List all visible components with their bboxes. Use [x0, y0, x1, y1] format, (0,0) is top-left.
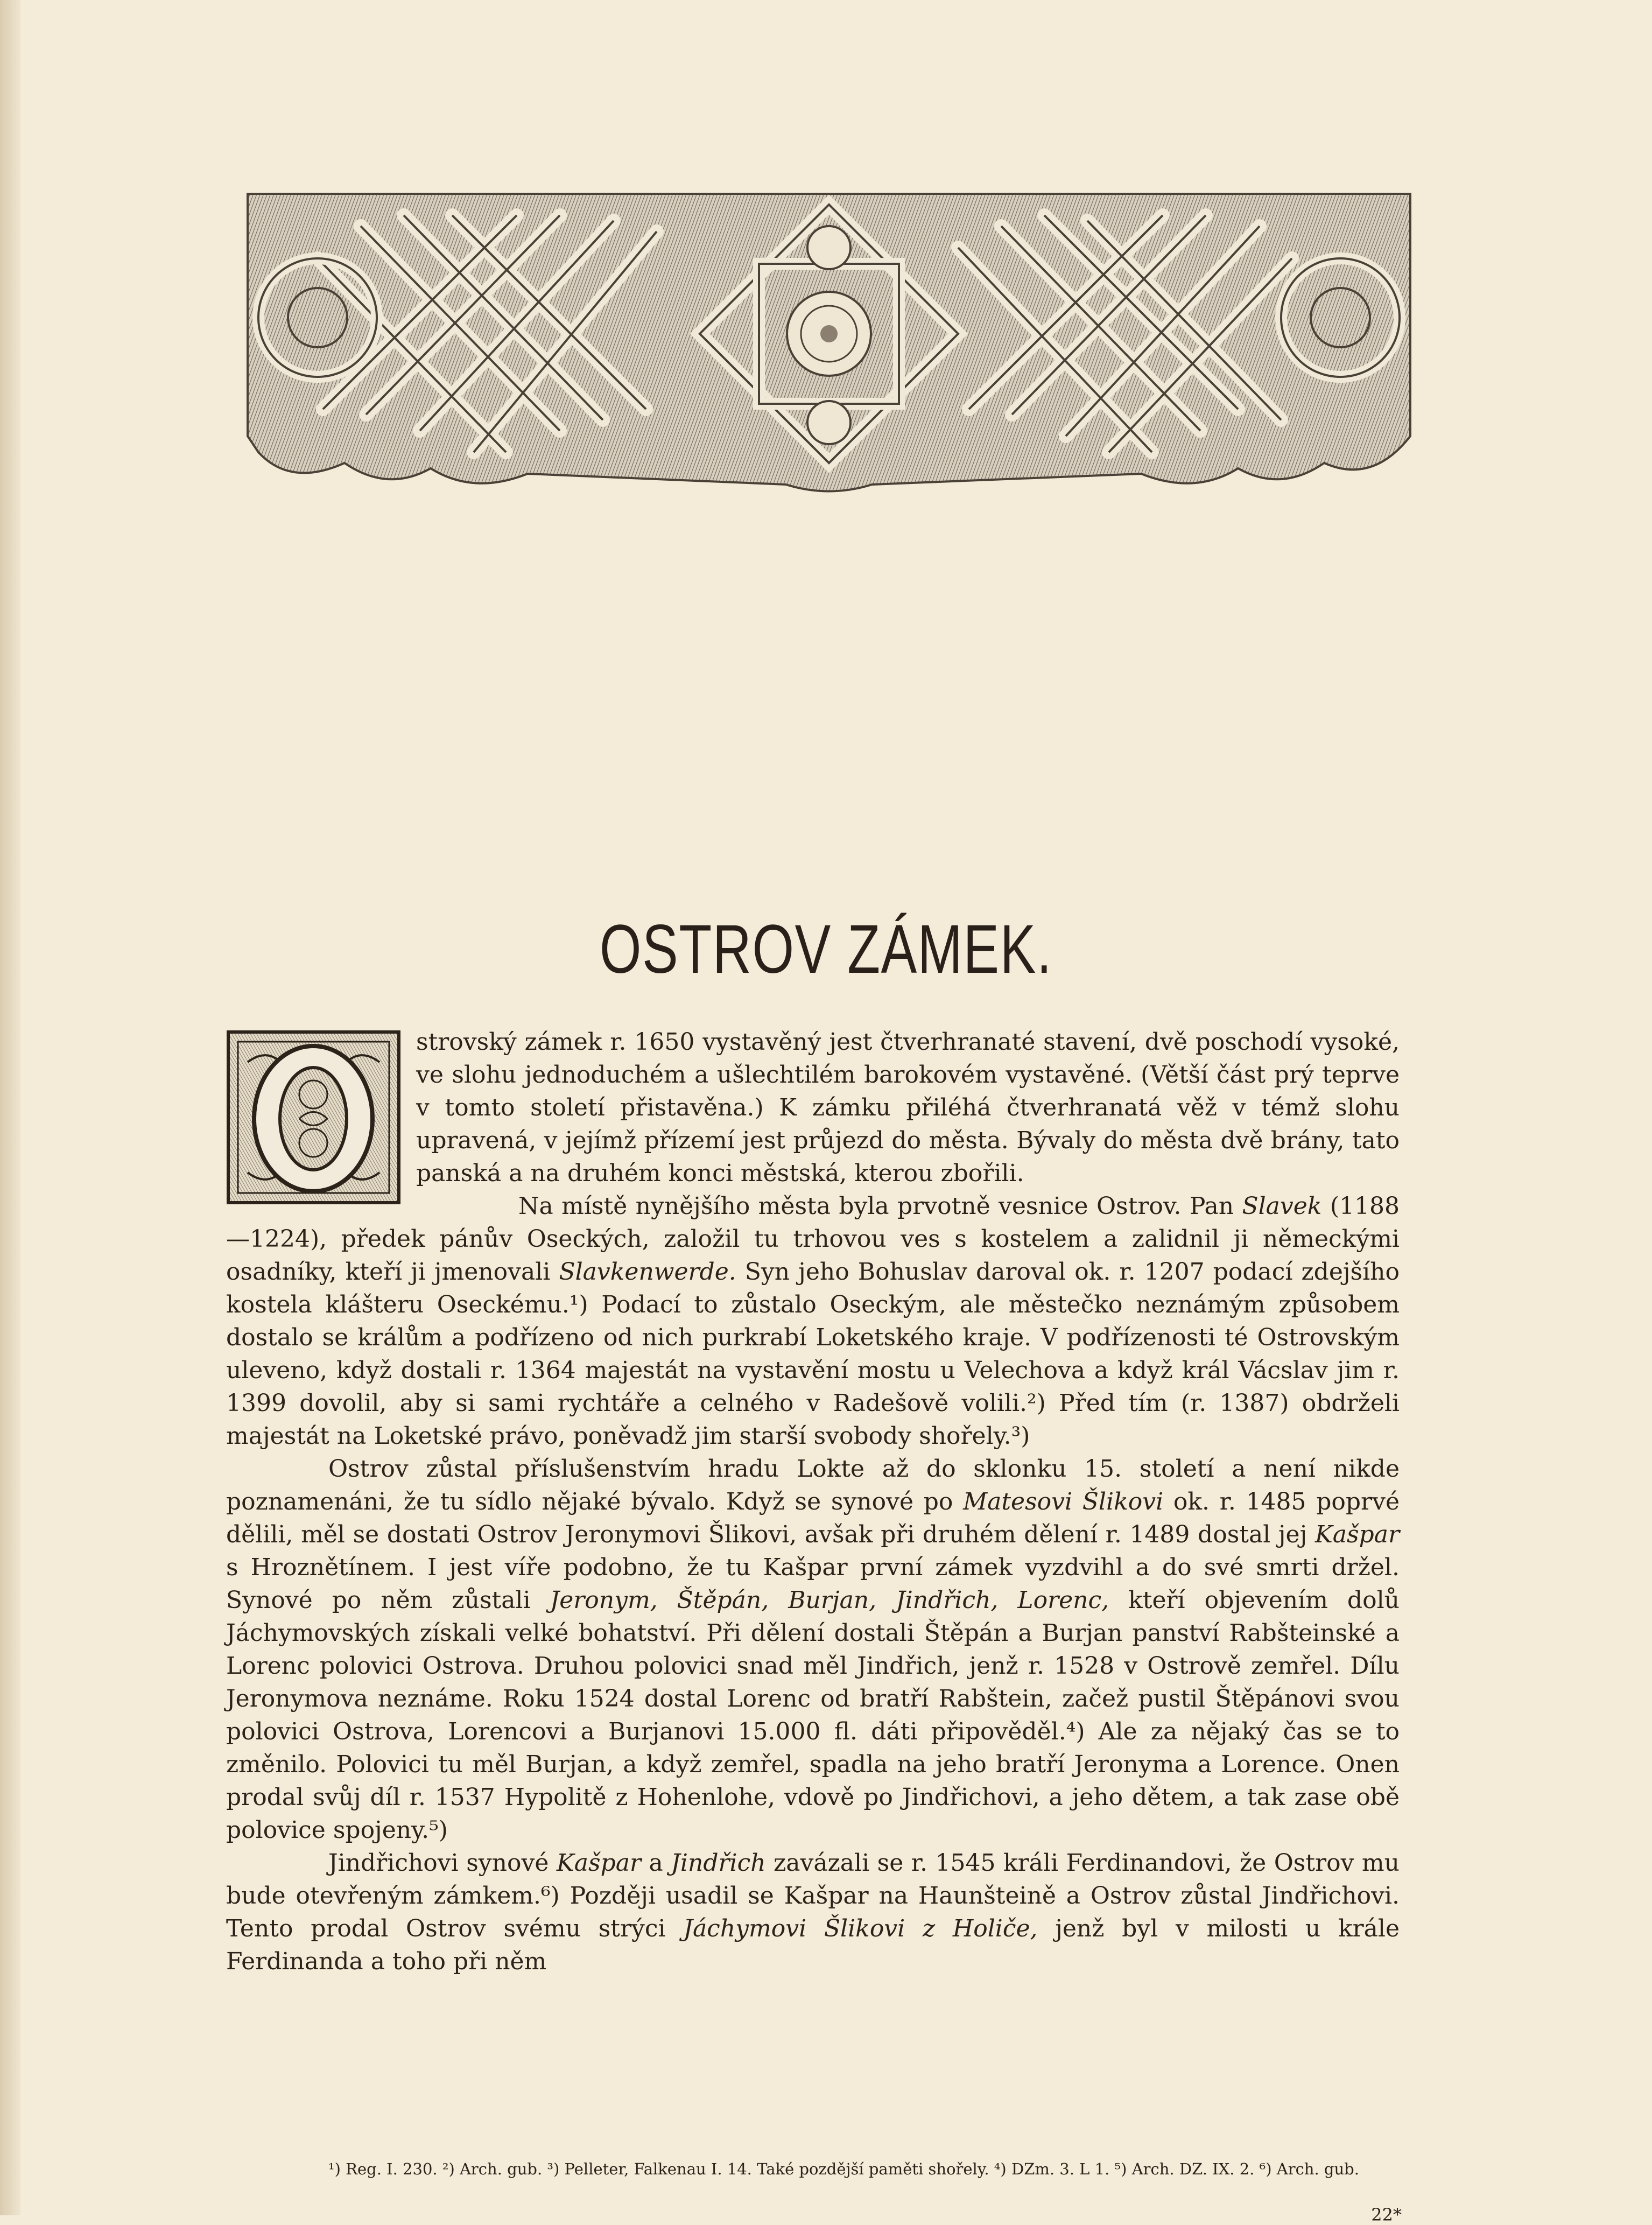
footnotes: ¹) Reg. I. 230. ²) Arch. gub. ³) Pelleter, Falkenau I. 14. Také pozdější paměti shořely. ⁴) DZm. 3. L 1. ⁵) Arch. DZ. IX. 2. ⁶) Arch. gub.	[328, 2160, 1359, 2178]
name-matesovi-slikovi: Matesovi Šlikovi	[963, 1488, 1164, 1515]
page-title: OSTROV ZÁMEK.	[599, 911, 1053, 988]
ornamental-headpiece	[226, 183, 1432, 498]
paragraph-4: Jindřichovi synové Kašpar a Jindřich zavázali se r. 1545 králi Ferdinandovi, že Ostrov mu bude otevřeným zámkem.⁶) Později usadil se Kašpar na Haunšteině a Ostrov zůstal Jindřichovi. Tento prodal Ostrov svému strýci Jáchymovi Šlikovi z Holiče, jenž byl v milosti u krále Ferdinanda a toho při něm	[226, 1849, 1400, 1975]
paragraph-1	[226, 1026, 1400, 1190]
name-slavkenwerde: Slavkenwerde.	[559, 1258, 736, 1286]
paragraph-1-text: strovský zámek r. 1650 vystavěný jest čtverhranaté stavení, dvě poschodí vysoké, ve slohu jednoduchém a ušlechtilém barokovém vystavěné. (Větší část prý teprve v tomto století přistavěna.) K zámku přiléhá čtverhranatá věž v témž slohu upravená, v jejímž přízemí jest průjezd do města. Bývaly do města dvě brány, tato panská a na druhém konci městská, kterou zbořili.	[416, 1028, 1400, 1187]
paragraph-2: Na místě nynějšího města byla prvotně vesnice Ostrov. Pan Slavek (1188—1224), předek pánův Oseckých, založil tu trhovou ves s kostelem a zalidnil ji německými osadníky, kteří ji jmenovali Slavkenwerde. Syn jeho Bohuslav daroval ok. r. 1207 podací zdejšího kostela klášteru Oseckému.¹) Podací to zůstalo Oseckým, ale městečko neznámým způsobem dostalo se králům a podřízeno od nich purkrabí Loketského kraje. V podřízenosti té Ostrovským uleveno, když dostali r. 1364 majestát na vystavění mostu u Velechova a když král Vácslav jim r. 1399 dovolil, aby si sami rychtáře a celného v Radešově volili.²) Před tím (r. 1387) obdrželi majestát na Loketské právo, poněvadž jim starší svobody shořely.³)	[226, 1192, 1400, 1450]
paragraph-3: Ostrov zůstal příslušenstvím hradu Lokte až do sklonku 15. století a není nikde poznamenáni, že tu sídlo nějaké bývalo. Když se synové po Matesovi Šlikovi ok. r. 1485 poprvé dělili, měl se dostati Ostrov Jeronymovi Šlikovi, avšak při druhém dělení r. 1489 dostal jej Kašpar s Hroznětínem. I jest víře podobno, že tu Kašpar první zámek vyzdvihl a do své smrti držel. Synové po něm zůstali Jeronym, Štěpán, Burjan, Jindřich, Lorenc, kteří objevením dolů Jáchymovských získali velké bohatství. Při dělení dostali Štěpán a Burjan panství Rabšteinské a Lorenc polovici Ostrova. Druhou polovici snad měl Jindřich, jenž r. 1528 v Ostrově zemřel. Dílu Jeronymova neznáme. Roku 1524 dostal Lorenc od bratří Rabštein, začež pustil Štěpánovi svou polovici Ostrova, Lorencovi a Burjanovi 15.000 fl. dáti připověděl.⁴) Ale za nějaký čas se to změnilo. Polovici tu měl Burjan, a když zemřel, spadla na jeho bratří Jeronyma a Lorence. Onen prodal svůj díl r. 1537 Hypolitě z Hohenlohe, vdově po Jindřichovi, a jeho dětem, a tak zase obě polovice spojeny.⁵)	[226, 1455, 1400, 1844]
signature-mark: 22*	[1371, 2205, 1402, 2225]
dropcap-initial	[226, 1030, 401, 1205]
name-jachymovi-slikovi: Jáchymovi Šlikovi z Holiče,	[683, 1915, 1038, 1942]
name-jindrich: Jindřich	[671, 1849, 766, 1877]
name-kaspar: Kašpar	[1314, 1521, 1400, 1548]
article-body	[226, 1026, 1400, 1978]
name-kaspar-2: Kašpar	[556, 1849, 642, 1877]
page-binding-edge	[0, 0, 20, 2215]
names-sons: Jeronym, Štěpán, Burjan, Jindřich, Lorenc,	[550, 1587, 1109, 1614]
name-slavek: Slavek	[1242, 1192, 1322, 1220]
